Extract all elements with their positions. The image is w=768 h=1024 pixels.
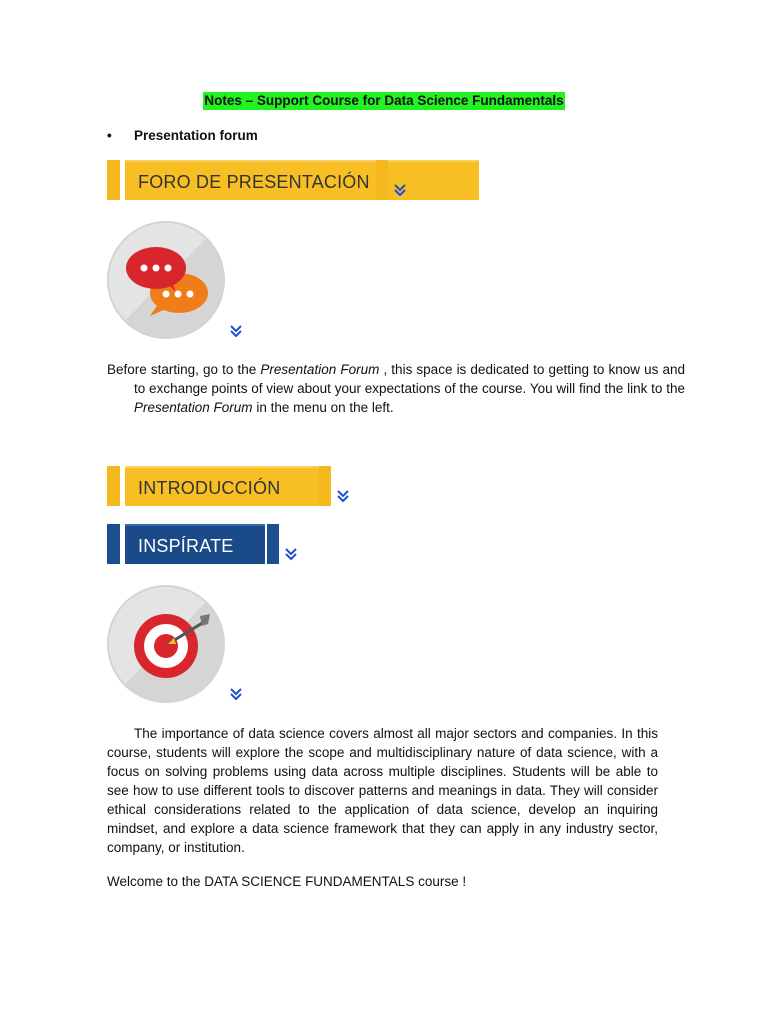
double-chevron-down-icon	[394, 183, 406, 197]
forum-text-1: Before starting, go to the	[107, 362, 261, 377]
banner-inspirate-left-block	[107, 524, 120, 564]
forum-text-3: in the menu on the left.	[252, 400, 394, 415]
target-dart-icon	[106, 584, 226, 704]
double-chevron-down-icon	[230, 687, 242, 701]
banner-intro-left-block	[107, 466, 120, 506]
banner-foro-right-block	[376, 160, 388, 200]
presentation-forum-mention: Presentation Forum	[260, 362, 380, 377]
banner-foro	[107, 160, 390, 200]
banner-inspirate-label: INSPÍRATE	[125, 524, 265, 564]
forum-text-2: , this space is dedicated to getting to know us and to exchange points of view about your expectations of the course. You will find the link to the	[134, 362, 685, 396]
banner-intro-label: INTRODUCCIÓN	[125, 466, 321, 506]
bullet-item	[107, 128, 258, 143]
double-chevron-down-icon	[337, 489, 349, 503]
document-title	[0, 92, 768, 110]
bullet-text: Presentation forum	[134, 128, 258, 143]
document-title-text: Notes – Support Course for Data Science Fundamentals	[204, 93, 564, 108]
banner-intro-right-block	[319, 466, 331, 506]
banner-inspirate	[107, 524, 279, 564]
banner-introduccion	[107, 466, 332, 506]
importance-paragraph: The importance of data science covers almost all major sectors and companies. In this course, students will explore the scope and multidisciplinary nature of data science, with a focus on solving problems using data across multiple disciplines. Students will be able to see how to use different tools to discover patterns and meanings in data. They will consider ethical considerations related to the application of data science, develop an inquiring mindset, and explore a data science framework that they can apply in any industry sector, company, or institution.	[107, 726, 658, 855]
bullet-marker: •	[107, 128, 112, 143]
presentation-forum-mention: Presentation Forum	[134, 400, 253, 415]
banner-foro-left-block	[107, 160, 120, 200]
double-chevron-down-icon	[285, 547, 297, 561]
forum-paragraph	[107, 360, 685, 417]
banner-inspirate-right-block	[267, 524, 279, 564]
welcome-line: Welcome to the DATA SCIENCE FUNDAMENTALS course !	[107, 874, 467, 889]
banner-foro-label: FORO DE PRESENTACIÓN	[125, 160, 479, 200]
chat-bubbles-icon	[106, 220, 226, 340]
double-chevron-down-icon	[230, 324, 242, 338]
